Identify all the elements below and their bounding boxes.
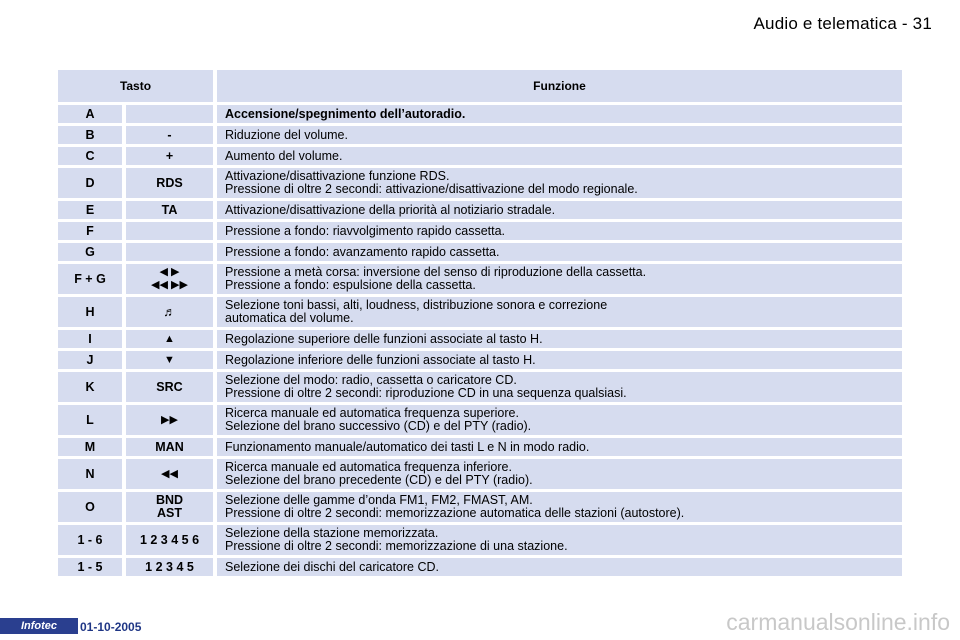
table-row [58, 558, 902, 576]
row-symbol-text: MAN [155, 439, 184, 454]
function-line: Regolazione inferiore delle funzioni associate al tasto H. [225, 352, 536, 367]
table-row [58, 168, 902, 198]
row-symbol [126, 438, 213, 456]
row-symbol [126, 201, 213, 219]
row-key: M [58, 438, 122, 456]
function-line: Pressione a fondo: riavvolgimento rapido cassetta. [225, 223, 506, 238]
row-function [217, 558, 902, 576]
table-row [58, 351, 902, 369]
function-line: Aumento del volume. [225, 148, 343, 163]
row-symbol-text: RDS [156, 175, 183, 190]
row-function [217, 105, 902, 123]
table-row [58, 492, 902, 522]
row-symbol-text: ◀ ▶ [159, 266, 180, 278]
row-function [217, 525, 902, 555]
row-symbol-text: 1 2 3 4 5 [145, 559, 194, 574]
row-symbol [126, 105, 213, 123]
table-row [58, 405, 902, 435]
row-symbol-text: SRC [156, 379, 183, 394]
function-line: Accensione/spegnimento dell’autoradio. [225, 106, 466, 121]
function-line: Pressione di oltre 2 secondi: memorizzazione automatica delle stazioni (autostore). [225, 506, 685, 520]
row-key: A [58, 105, 122, 123]
function-line: Pressione a fondo: avanzamento rapido cassetta. [225, 244, 500, 259]
row-symbol-text: ▶▶ [161, 413, 178, 426]
function-line: Selezione dei dischi del caricatore CD. [225, 559, 439, 574]
table-row [58, 438, 902, 456]
row-key: C [58, 147, 122, 165]
function-line: Selezione del brano successivo (CD) e del PTY (radio). [225, 419, 532, 433]
row-symbol [126, 264, 213, 294]
row-function [217, 168, 902, 198]
row-symbol [126, 405, 213, 435]
row-symbol [126, 351, 213, 369]
row-symbol-text: + [165, 148, 174, 163]
watermark: carmanualsonline.info [726, 609, 950, 635]
row-symbol [126, 168, 213, 198]
row-symbol-text: ◀◀ [161, 467, 178, 480]
function-line: Selezione del modo: radio, cassetta o caricatore CD. [225, 373, 517, 387]
row-key: 1 - 6 [58, 525, 122, 555]
function-line: Pressione di oltre 2 secondi: memorizzazione di una stazione. [225, 539, 568, 553]
row-key: F [58, 222, 122, 240]
row-function [217, 330, 902, 348]
header-function: Funzione [217, 70, 902, 102]
row-key: G [58, 243, 122, 261]
function-line: Ricerca manuale ed automatica frequenza inferiore. [225, 460, 512, 474]
row-symbol-text: 1 2 3 4 5 6 [139, 532, 200, 547]
row-symbol [126, 297, 213, 327]
table-row [58, 330, 902, 348]
row-symbol-text-2: ◀◀ ▶▶ [151, 279, 188, 291]
row-key: N [58, 459, 122, 489]
row-function [217, 201, 902, 219]
row-symbol [126, 126, 213, 144]
table-row [58, 372, 902, 402]
table-row [58, 105, 902, 123]
row-key: K [58, 372, 122, 402]
row-symbol [126, 558, 213, 576]
row-function [217, 297, 902, 327]
table-row [58, 459, 902, 489]
row-key: B [58, 126, 122, 144]
row-symbol-text: BND [155, 493, 184, 507]
function-line: Riduzione del volume. [225, 127, 348, 142]
row-key: D [58, 168, 122, 198]
page-header: Audio e telematica - 31 [753, 14, 932, 33]
function-line: Selezione del brano precedente (CD) e del PTY (radio). [225, 473, 533, 487]
row-key: O [58, 492, 122, 522]
function-line: Selezione toni bassi, alti, loudness, distribuzione sonora e correzione [225, 298, 608, 312]
header-key: Tasto [58, 70, 213, 102]
table-row [58, 201, 902, 219]
row-symbol [126, 222, 213, 240]
footer-date: 01-10-2005 [80, 620, 142, 634]
table-row [58, 297, 902, 327]
function-line: Selezione della stazione memorizzata. [225, 526, 439, 540]
row-symbol-text: - [167, 127, 172, 142]
row-symbol-text: TA [161, 202, 178, 217]
row-symbol-text-2: AST [157, 506, 182, 520]
function-line: Pressione a fondo: espulsione della cassetta. [225, 278, 476, 292]
function-line: Pressione di oltre 2 secondi: riproduzione CD in una sequenza qualsiasi. [225, 386, 627, 400]
table-row [58, 243, 902, 261]
row-function [217, 222, 902, 240]
function-line: Attivazione/disattivazione della priorità al notiziario stradale. [225, 202, 556, 217]
row-symbol-text: ▼ [164, 353, 175, 366]
table-row [58, 264, 902, 294]
function-line: Ricerca manuale ed automatica frequenza superiore. [225, 406, 519, 420]
row-function [217, 147, 902, 165]
row-function [217, 438, 902, 456]
function-line: Regolazione superiore delle funzioni associate al tasto H. [225, 331, 543, 346]
table-header [58, 70, 902, 102]
function-table [58, 70, 902, 579]
row-symbol [126, 372, 213, 402]
row-symbol-text: ▲ [164, 332, 175, 345]
row-function [217, 405, 902, 435]
table-row [58, 147, 902, 165]
function-line: Pressione di oltre 2 secondi: attivazione/disattivazione del modo regionale. [225, 182, 638, 196]
infotec-logo: Infotec [0, 618, 78, 634]
row-symbol [126, 147, 213, 165]
row-key: L [58, 405, 122, 435]
row-function [217, 351, 902, 369]
row-key: F + G [58, 264, 122, 294]
row-function [217, 492, 902, 522]
function-line: Attivazione/disattivazione funzione RDS. [225, 169, 450, 183]
row-function [217, 243, 902, 261]
row-symbol [126, 459, 213, 489]
row-symbol [126, 330, 213, 348]
row-function [217, 126, 902, 144]
row-key: I [58, 330, 122, 348]
function-line: Selezione delle gamme d’onda FM1, FM2, FMAST, AM. [225, 493, 533, 507]
table-row [58, 126, 902, 144]
row-function [217, 372, 902, 402]
table-row [58, 222, 902, 240]
row-symbol [126, 243, 213, 261]
table-body [58, 105, 902, 576]
row-symbol [126, 525, 213, 555]
function-line: automatica del volume. [225, 311, 354, 325]
function-line: Funzionamento manuale/automatico dei tasti L e N in modo radio. [225, 439, 590, 454]
table-row [58, 525, 902, 555]
row-symbol-text: ♬ [163, 304, 176, 319]
row-key: E [58, 201, 122, 219]
row-key: J [58, 351, 122, 369]
row-key: H [58, 297, 122, 327]
row-function [217, 264, 902, 294]
function-line: Pressione a metà corsa: inversione del senso di riproduzione della cassetta. [225, 265, 647, 279]
row-symbol [126, 492, 213, 522]
row-function [217, 459, 902, 489]
row-key: 1 - 5 [58, 558, 122, 576]
